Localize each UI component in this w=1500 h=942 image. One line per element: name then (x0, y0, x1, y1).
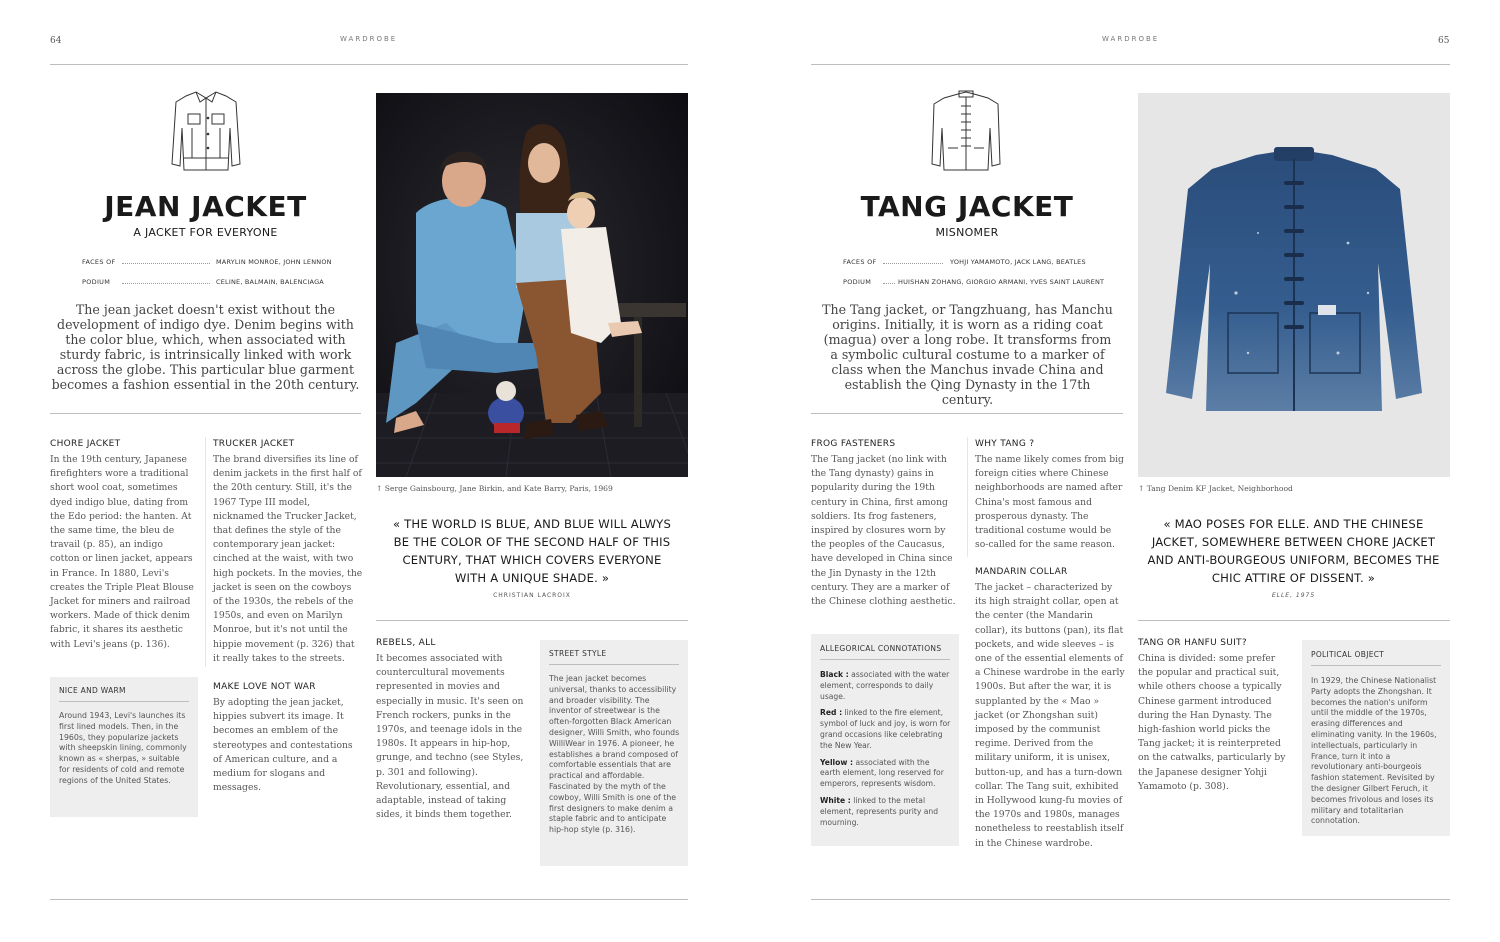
left-col1-text: In the 19th century, Japanese firefighters wore a traditional short wool coat, sometimes dyed indigo blue, dating from the Edo period: the hanten. At the same time, the bleu de travail (p. 85), an indigo cotton or linen jacket, appears in France. In 1880, Levi's creates the Triple Pleat Blouse Jacket for miners and railroad workers. Made of thick denim fabric, it shares its aesthetic with Levi's jeans (p. 136). (50, 454, 194, 650)
allegorical-item-yellow (820, 758, 952, 790)
political-object-box (1302, 640, 1450, 836)
left-col3-heading: REBELS, ALL (376, 638, 436, 648)
left-page-number: 64 (50, 36, 62, 46)
tang-jacket-photo-illustration (1138, 93, 1450, 477)
tang-jacket-photo (1138, 93, 1450, 477)
right-podium-value: HUISHAN ZOHANG, GIORGIO ARMANI, YVES SAINT LAURENT (898, 278, 1105, 286)
nice-and-warm-box (50, 677, 198, 817)
left-col2b-heading: MAKE LOVE NOT WAR (213, 682, 316, 692)
left-col2-text: The brand diversifies its line of denim jackets in the first half of the 20th century. Still, it's the 1967 Type III model, nicknamed the Trucker Jacket, that defines the style of the contemporary jean jacket: cinched at the waist, with two high pockets. In the movies, the jacket is seen on the cowboys of the 1930s, the rebels of the 1950s, and even on Marilyn Monroe, but it's not until the hippie movement (p. 326) that it really takes to the streets. (213, 454, 363, 664)
street-style-heading: STREET STYLE (549, 649, 607, 658)
right-page-number: 65 (1438, 36, 1450, 46)
right-intro: The Tang jacket, or Tangzhuang, has Manchu origins. Initially, it is worn as a riding coat (magua) over a long robe. It transforms from a symbolic cultural costume to a marker of class when the Manchus invade China and establish the Qing Dynasty in the 17th century. (822, 302, 1113, 407)
political-object-heading: POLITICAL OBJECT (1311, 650, 1385, 659)
allegorical-item-white (820, 796, 952, 828)
right-podium-dots (883, 283, 895, 284)
left-intro: The jean jacket doesn't exist without the development of indigo dye. Denim begins with the color blue, which, when associated with sturdy fabric, is intrinsically linked with work across the globe. This particular blue garment becomes a fashion essential in the 20th century. (51, 302, 360, 392)
left-quote-rule (376, 620, 688, 621)
nice-and-warm-rule (59, 701, 189, 702)
allegorical-key-white: White : (820, 795, 851, 805)
right-mid-rule (811, 413, 1123, 414)
right-subtitle: MISNOMER (935, 226, 999, 239)
left-faces-dots (122, 263, 210, 264)
right-bottom-rule (811, 899, 1450, 900)
allegorical-list (820, 670, 952, 834)
street-style-box (540, 640, 688, 866)
political-object-text: In 1929, the Chinese Nationalist Party adopts the Zhongshan. It becomes the nation's uniform until the middle of the 1970s, erasing differences and eliminating vanity. In the 1960s, intellectuals, particularly in France, turn it into a revolutionary anti-bourgeois fashion statement. Revisited by the designer Gilbert Feruch, it becomes frivolous and loses its military and totalitarian connotation. (1311, 676, 1437, 826)
left-col1-heading: CHORE JACKET (50, 439, 121, 449)
allegorical-key-black: Black : (820, 670, 849, 679)
left-subtitle: A JACKET FOR EVERYONE (133, 226, 278, 239)
left-photo-caption: ↑ Serge Gainsbourg, Jane Birkin, and Kate Barry, Paris, 1969 (376, 484, 613, 493)
jean-jacket-icon (170, 88, 242, 174)
left-mid-rule (50, 413, 361, 414)
family-photo-illustration (376, 93, 688, 477)
left-podium-value: CELINE, BALMAIN, BALENCIAGA (216, 278, 324, 286)
right-col2-text: The name likely comes from big foreign cities where Chinese neighborhoods are named after China's most famous and prosperous dynasty. The traditional costume would be so-called for the same reason. (975, 454, 1124, 551)
allegorical-key-red: Red : (820, 708, 843, 718)
right-col3-heading: TANG OR HANFU SUIT? (1138, 638, 1247, 648)
left-running-head: WARDROBE (340, 35, 398, 43)
left-podium-dots (122, 283, 210, 284)
left-title: JEAN JACKET (104, 190, 307, 223)
right-faces-dots (883, 263, 943, 264)
right-quote-rule (1138, 620, 1450, 621)
right-photo-caption: ↑ Tang Denim KF Jacket, Neighborhood (1138, 484, 1293, 493)
left-quote: « THE WORLD IS BLUE, AND BLUE WILL ALWYS BE THE COLOR OF THE SECOND HALF OF THIS CENTURY, THAT WHICH COVERS EVERYONE WITH A UNIQUE SHADE. » (392, 517, 672, 585)
allegorical-key-yellow: Yellow : (820, 757, 854, 767)
allegorical-text-yellow: associated with the earth element, long reserved for emperors, represents wisdom. (820, 757, 944, 789)
family-photo (376, 93, 688, 477)
left-col2b-text: By adopting the jean jacket, hippies subvert its image. It becomes an emblem of the stereotypes and contestations of American culture, and a medium for slogans and messages. (213, 697, 353, 794)
left-bottom-rule (50, 899, 688, 900)
street-style-text: The jean jacket becomes universal, thanks to accessibility and broader visibility. The inventor of streetwear is the often-forgotten Black American designer, Willi Smith, who founds WilliWear in 1976. A pioneer, he establishes a brand composed of comfortable essentials that are practical and affordable. Fascinated by the myth of the cowboy, Willi Smith is one of the first designers to make denim a staple fabric and to anticipate hip-hop style (p. 316). (549, 674, 680, 835)
nice-and-warm-heading: NICE AND WARM (59, 686, 126, 695)
right-col1-heading: FROG FASTENERS (811, 439, 896, 449)
left-faces-value: MARYLIN MONROE, JOHN LENNON (216, 258, 332, 266)
left-col-divider (205, 437, 206, 667)
allegorical-item-red (820, 708, 952, 751)
right-col2-heading: WHY TANG ? (975, 439, 1035, 449)
left-quote-source: CHRISTIAN LACROIX (493, 592, 571, 599)
left-col2-heading: TRUCKER JACKET (213, 439, 295, 449)
right-running-head: WARDROBE (1102, 35, 1160, 43)
left-faces-label: FACES OF (82, 258, 116, 266)
right-title: TANG JACKET (860, 190, 1074, 223)
right-faces-label: FACES OF (843, 258, 877, 266)
allegorical-text-black: associated with the water element, corresponds to daily usage. (820, 670, 950, 701)
right-podium-label: PODIUM (843, 278, 872, 286)
street-style-rule (549, 664, 679, 665)
left-podium-label: PODIUM (82, 278, 111, 286)
allegorical-text-white: linked to the metal element, represents purity and mourning. (820, 795, 939, 827)
right-col2b-heading: MANDARIN COLLAR (975, 567, 1068, 577)
right-col3-text: China is divided: some prefer the popular and practical suit, while others choose a typically Chinese garment introduced during the Han Dynasty. The high-fashion world picks the Tang jacket; it is reinterpreted on the catwalks, particularly by the Japanese designer Yohji Yamamoto (p. 308). (1138, 653, 1286, 792)
political-object-rule (1311, 665, 1441, 666)
tang-jacket-icon (930, 88, 1002, 174)
right-quote-source: ELLE, 1975 (1271, 592, 1316, 599)
right-col1-text: The Tang jacket (no link with the Tang dynasty) gains in popularity during the 19th century in China, first among soldiers. Its frog fasteners, inspired by closures worn by the peoples of the Caucasus, have developed in China since the Jin Dynasty in the 12th century. They are a marker of the Chinese clothing aesthetic. (811, 454, 956, 608)
allegorical-rule (820, 659, 950, 660)
right-faces-value: YOHJI YAMAMOTO, JACK LANG, BEATLES (950, 258, 1086, 266)
right-quote: « MAO POSES FOR ELLE. AND THE CHINESE JACKET, SOMEWHERE BETWEEN CHORE JACKET AND ANTI-BOURGEOUS UNIFORM, BECOMES THE CHIC ATTIRE OF DISSENT. » (1147, 517, 1440, 585)
left-col3-text: It becomes associated with countercultural movements represented in movies and especially in music. It's seen on French rockers, punks in the 1970s, and teenage idols in the 1980s. It appears in hip-hop, grunge, and techno (see Styles, p. 301 and following). Revolutionary, essential, and adaptable, instead of taking sides, it binds them together. (376, 653, 524, 821)
right-col-divider (967, 437, 968, 557)
nice-and-warm-text: Around 1943, Levi's launches its first lined models. Then, in the 1960s, they popularize jackets with sheepskin lining, commonly known as « sherpas, » suitable for residents of cold and remote regions of the United States. (59, 711, 187, 785)
allegorical-item-black (820, 670, 952, 702)
allegorical-heading: ALLEGORICAL CONNOTATIONS (820, 644, 942, 653)
right-top-rule (811, 64, 1450, 65)
right-col2b-text: The jacket – characterized by its high straight collar, open at the center (the Mandarin collar), its buttons (pan), its flat pockets, and wide sleeves – is one of the essential elements of a Chinese wardrobe in the early 1900s. But after the war, it is supplanted by the « Mao » jacket (or Zhongshan suit) imposed by the communist regime. Derived from the military uniform, it is unisex, button-up, and has a turn-down collar. The Tang suit, exhibited in Hollywood kung-fu movies of the 1970s and 1980s, manages nonetheless to reestablish itself in the Chinese wardrobe. (975, 582, 1125, 849)
left-top-rule (50, 64, 688, 65)
allegorical-box (811, 634, 959, 846)
allegorical-text-red: linked to the fire element, symbol of luck and joy, is worn for grand occasions like celebrating the New Year. (820, 708, 951, 750)
